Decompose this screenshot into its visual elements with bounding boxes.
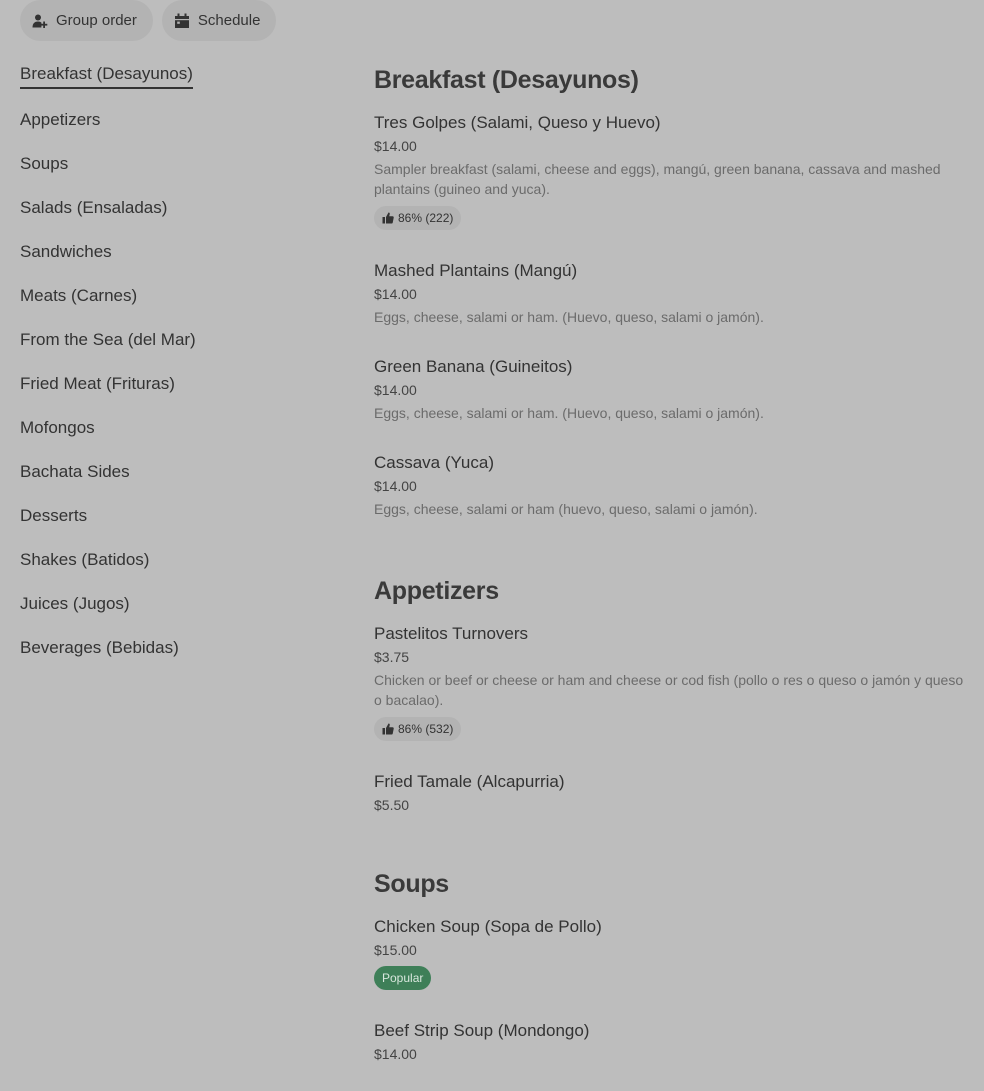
menu-item[interactable] xyxy=(374,112,964,230)
calendar-icon xyxy=(174,13,190,29)
menu-item[interactable] xyxy=(374,356,964,423)
sidebar-item-label: Breakfast (Desayunos) xyxy=(20,62,193,89)
menu-content xyxy=(374,64,964,1063)
sidebar-item-label: Mofongos xyxy=(20,418,95,437)
thumbs-up-icon xyxy=(382,723,394,735)
sidebar-item-label: Desserts xyxy=(20,506,88,525)
rating-text: 86% (222) xyxy=(398,211,454,225)
menu-item[interactable] xyxy=(374,623,964,741)
section-title: Breakfast (Desayunos) xyxy=(374,66,639,94)
item-price: $15.00 xyxy=(374,942,417,958)
schedule-label: Schedule xyxy=(197,12,261,29)
sidebar-item-desserts[interactable] xyxy=(20,504,320,548)
category-sidebar xyxy=(20,62,320,680)
menu-item[interactable] xyxy=(374,771,964,814)
schedule-button[interactable] xyxy=(162,0,277,41)
menu-section-breakfast xyxy=(374,64,964,519)
item-description: Chicken or beef or cheese or ham and cheese or cod fish (pollo o res o queso o jamón y queso o bacalao). xyxy=(374,672,964,708)
top-action-bar xyxy=(20,0,276,41)
item-price: $14.00 xyxy=(374,382,417,398)
section-title: Soups xyxy=(374,870,449,898)
item-price: $14.00 xyxy=(374,286,417,302)
item-price: $14.00 xyxy=(374,478,417,494)
item-description: Eggs, cheese, salami or ham. (Huevo, queso, salami o jamón). xyxy=(374,309,764,325)
sidebar-item-mofongos[interactable] xyxy=(20,416,320,460)
sidebar-item-bachata-sides[interactable] xyxy=(20,460,320,504)
popular-badge: Popular xyxy=(374,966,431,990)
sidebar-item-from-the-sea[interactable] xyxy=(20,328,320,372)
item-price: $5.50 xyxy=(374,797,410,813)
sidebar-item-beverages[interactable] xyxy=(20,636,320,680)
sidebar-item-salads[interactable] xyxy=(20,196,320,240)
item-description: Eggs, cheese, salami or ham (huevo, queso, salami o jamón). xyxy=(374,501,758,517)
sidebar-item-meats[interactable] xyxy=(20,284,320,328)
item-name: Green Banana (Guineitos) xyxy=(374,357,573,376)
group-order-label: Group order xyxy=(56,12,137,29)
rating-text: 86% (532) xyxy=(398,722,454,736)
sidebar-item-label: Soups xyxy=(20,154,69,173)
menu-item[interactable] xyxy=(374,916,964,990)
sidebar-item-sandwiches[interactable] xyxy=(20,240,320,284)
item-name: Cassava (Yuca) xyxy=(374,453,494,472)
sidebar-item-fried-meat[interactable] xyxy=(20,372,320,416)
item-price: $3.75 xyxy=(374,649,410,665)
menu-section-appetizers xyxy=(374,575,964,814)
add-person-icon xyxy=(32,13,48,29)
item-name: Fried Tamale (Alcapurria) xyxy=(374,772,565,791)
sidebar-item-juices[interactable] xyxy=(20,592,320,636)
rating-badge xyxy=(374,717,461,741)
item-name: Pastelitos Turnovers xyxy=(374,624,529,643)
sidebar-item-label: Juices (Jugos) xyxy=(20,594,130,613)
item-name: Beef Strip Soup (Mondongo) xyxy=(374,1021,590,1040)
item-name: Chicken Soup (Sopa de Pollo) xyxy=(374,917,602,936)
sidebar-item-label: Salads (Ensaladas) xyxy=(20,198,168,217)
group-order-button[interactable] xyxy=(20,0,153,41)
sidebar-item-breakfast[interactable] xyxy=(20,62,320,108)
item-description: Eggs, cheese, salami or ham. (Huevo, queso, salami o jamón). xyxy=(374,405,764,421)
sidebar-item-shakes[interactable] xyxy=(20,548,320,592)
sidebar-item-label: From the Sea (del Mar) xyxy=(20,330,196,349)
item-price: $14.00 xyxy=(374,138,417,154)
item-description: Sampler breakfast (salami, cheese and eggs), mangú, green banana, cassava and mashed plantains (guineo and yuca). xyxy=(374,161,941,197)
menu-item[interactable] xyxy=(374,1020,964,1063)
section-title: Appetizers xyxy=(374,577,499,605)
item-price: $14.00 xyxy=(374,1046,417,1062)
sidebar-item-label: Bachata Sides xyxy=(20,462,130,481)
sidebar-item-soups[interactable] xyxy=(20,152,320,196)
sidebar-item-label: Fried Meat (Frituras) xyxy=(20,374,175,393)
item-name: Mashed Plantains (Mangú) xyxy=(374,261,578,280)
menu-item[interactable] xyxy=(374,260,964,327)
rating-badge xyxy=(374,206,461,230)
thumbs-up-icon xyxy=(382,212,394,224)
menu-section-soups xyxy=(374,868,964,1063)
sidebar-item-label: Shakes (Batidos) xyxy=(20,550,150,569)
sidebar-item-label: Sandwiches xyxy=(20,242,112,261)
menu-item[interactable] xyxy=(374,452,964,519)
item-name: Tres Golpes (Salami, Queso y Huevo) xyxy=(374,113,661,132)
sidebar-item-label: Beverages (Bebidas) xyxy=(20,638,179,657)
sidebar-item-label: Appetizers xyxy=(20,110,101,129)
sidebar-item-appetizers[interactable] xyxy=(20,108,320,152)
sidebar-item-label: Meats (Carnes) xyxy=(20,286,138,305)
